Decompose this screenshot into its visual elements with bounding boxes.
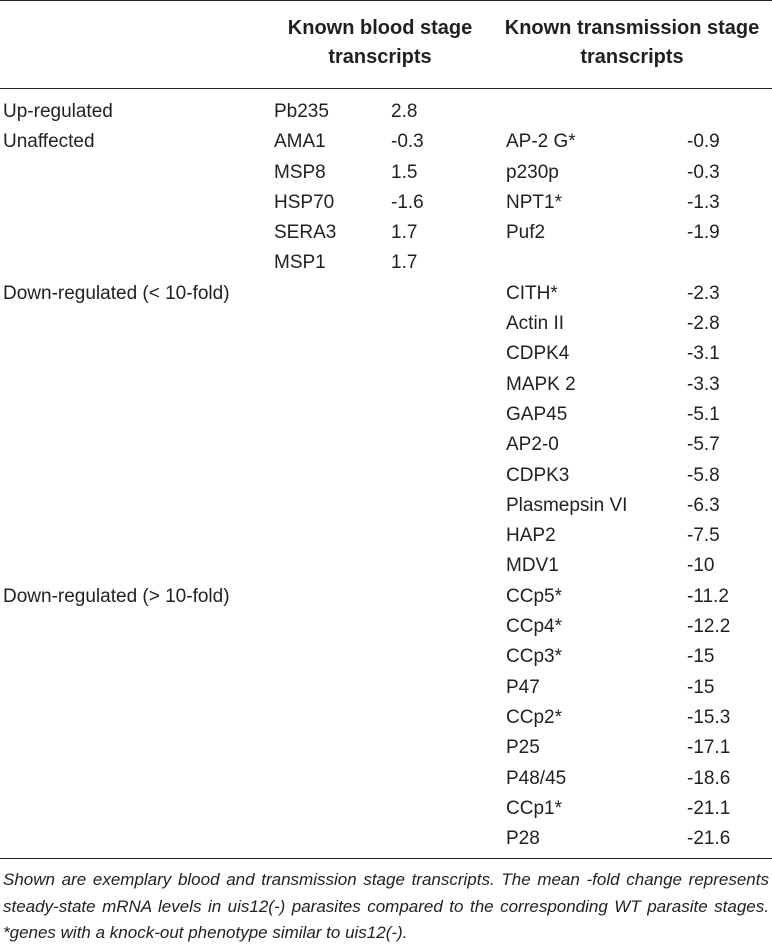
table-row [0,764,772,794]
transmission-fold-change: -18.6 [687,767,731,789]
blood-gene: HSP70 [274,191,335,213]
row-category: Unaffected [3,131,95,153]
transmission-fold-change: -5.7 [687,434,720,456]
transmission-gene: P47 [506,676,540,698]
blood-fold-change: 1.7 [391,252,418,274]
transmission-fold-change: -3.1 [687,343,720,365]
blood-gene: Pb235 [274,101,329,122]
row-category: Down-regulated (> 10-fold) [3,585,230,607]
transmission-gene: CITH* [506,282,558,304]
transmission-gene: P28 [506,828,540,850]
table-row [0,97,772,127]
transmission-gene: MAPK 2 [506,373,576,395]
transmission-fold-change: -2.3 [687,282,720,304]
table-row [0,794,772,824]
transmission-fold-change: -5.8 [687,464,720,486]
table-row [0,248,772,278]
table-row [0,127,772,157]
transmission-gene: Plasmepsin VI [506,494,628,516]
transmission-fold-change: -1.3 [687,191,720,213]
header-rule [0,88,772,89]
table-row [0,339,772,369]
table-row [0,642,772,672]
transmission-fold-change: -5.1 [687,403,720,425]
row-category: Down-regulated (< 10-fold) [3,282,230,304]
table-row [0,824,772,854]
transmission-fold-change: -17.1 [687,737,731,759]
table-row [0,733,772,763]
transmission-gene: NPT1* [506,191,562,213]
table-row [0,430,772,460]
blood-stage-header: Known blood stage transcripts [287,17,473,68]
blood-fold-change: 1.7 [391,222,418,244]
transmission-fold-change: -3.3 [687,373,720,395]
table-row [0,279,772,309]
table-footnote: Shown are exemplary blood and transmission stage transcripts. The mean -fold change represents steady-state mRNA levels in uis12(-) parasites compared to the corresponding WT parasite stages. *genes with a knock-out phenotype similar to uis12(-). [3,870,769,942]
bottom-rule [0,858,772,859]
transmission-fold-change: -21.1 [687,797,731,819]
row-category: Up-regulated [3,101,113,122]
transmission-gene: AP-2 G* [506,131,576,153]
transmission-fold-change: -15 [687,676,715,698]
table-row [0,188,772,218]
table-row [0,521,772,551]
transmission-fold-change: -10 [687,555,715,577]
blood-gene: AMA1 [274,131,326,153]
table-row [0,703,772,733]
transmission-fold-change: -0.9 [687,131,720,153]
table-row [0,582,772,612]
blood-fold-change: -0.3 [391,131,424,153]
transmission-fold-change: -2.8 [687,313,720,335]
transmission-gene: Actin II [506,313,565,335]
table-row [0,491,772,521]
table-row [0,309,772,339]
table-row [0,612,772,642]
transmission-gene: HAP2 [506,525,556,547]
table-row [0,370,772,400]
transmission-stage-header: Known transmission stage transcripts [504,17,760,68]
transmission-fold-change: -0.3 [687,161,720,183]
table-row [0,551,772,581]
transmission-gene: CCp5* [506,585,562,607]
transmission-gene: MDV1 [506,555,559,577]
transmission-fold-change: -11.2 [687,585,729,607]
transmission-fold-change: -1.9 [687,222,720,244]
table-row [0,461,772,491]
blood-fold-change: 1.5 [391,161,418,183]
transmission-gene: CCp3* [506,646,562,668]
transmission-fold-change: -7.5 [687,525,720,547]
transmission-gene: P25 [506,737,540,759]
table-row [0,673,772,703]
transmission-fold-change: -15 [687,646,715,668]
transmission-gene: CCp4* [506,616,562,638]
transmission-gene: CDPK3 [506,464,570,486]
blood-gene: MSP1 [274,252,326,274]
transmission-fold-change: -12.2 [687,616,731,638]
table-row [0,218,772,248]
table-body [0,97,772,854]
top-rule [0,0,772,1]
transmission-gene: Puf2 [506,222,546,244]
transmission-fold-change: -15.3 [687,706,731,728]
transmission-gene: AP2-0 [506,434,559,456]
transmission-gene: CDPK4 [506,343,570,365]
transmission-gene: p230p [506,161,559,183]
blood-fold-change: -1.6 [391,191,424,213]
transmission-gene: P48/45 [506,767,567,789]
blood-gene: SERA3 [274,222,337,244]
table-row [0,158,772,188]
table-row [0,400,772,430]
transmission-gene: CCp1* [506,797,562,819]
transmission-fold-change: -21.6 [687,828,731,850]
blood-gene: MSP8 [274,161,326,183]
transmission-fold-change: -6.3 [687,494,720,516]
transmission-gene: CCp2* [506,706,562,728]
blood-fold-change: 2.8 [391,101,418,122]
transmission-gene: GAP45 [506,403,568,425]
